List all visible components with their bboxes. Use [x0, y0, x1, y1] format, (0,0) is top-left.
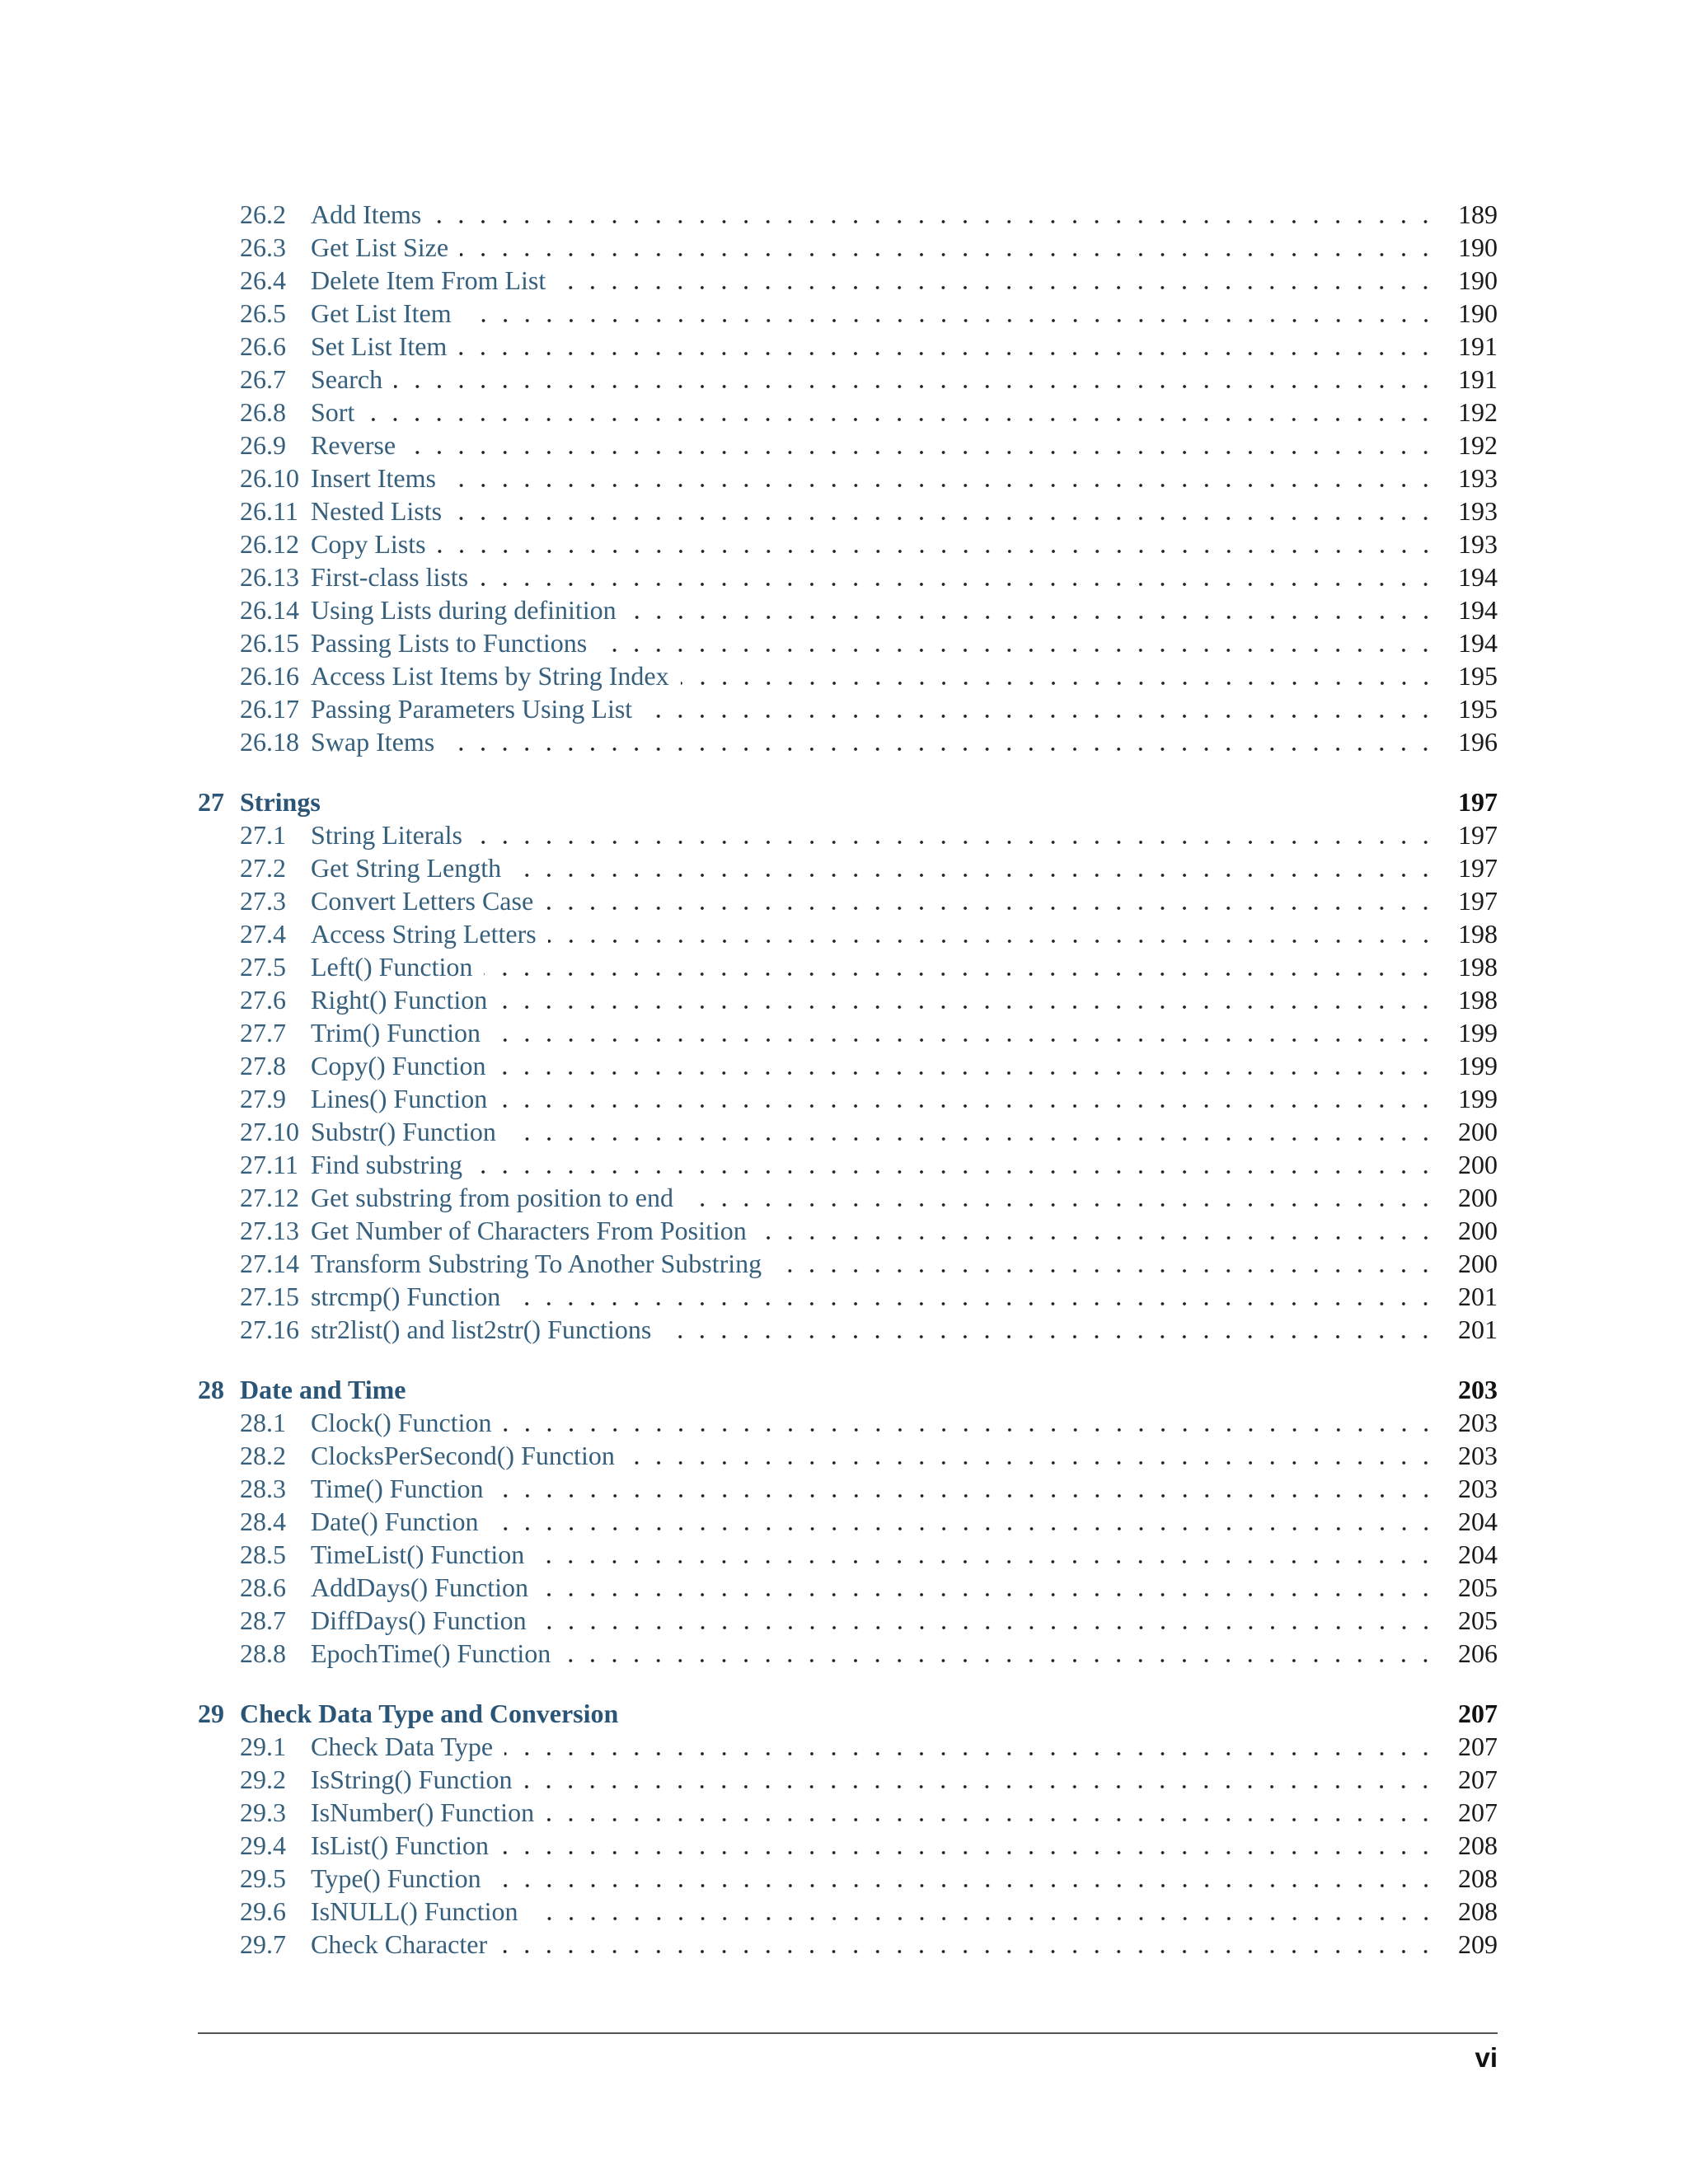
toc-entry[interactable] [198, 264, 1498, 297]
toc-page-number: 205 [1458, 1572, 1498, 1602]
toc-title[interactable]: Substr() Function [311, 1117, 496, 1146]
toc-number: 28.7 [240, 1605, 286, 1635]
toc-number: 27.12 [240, 1183, 299, 1212]
toc-number: 26.2 [240, 199, 286, 229]
toc-entry[interactable] [198, 330, 1498, 363]
toc-title[interactable]: Trim() Function [311, 1018, 481, 1047]
toc-entry[interactable] [198, 1763, 1498, 1796]
toc-page-number: 204 [1458, 1540, 1498, 1569]
toc-page-number: 199 [1458, 1084, 1498, 1113]
toc-entry[interactable] [198, 1214, 1498, 1247]
toc-number: 26.15 [240, 628, 299, 658]
toc-number: 27.7 [240, 1018, 286, 1047]
dot-leader [499, 1928, 1443, 1961]
toc-title[interactable]: Sort [311, 397, 355, 427]
toc-page-number: 200 [1458, 1117, 1498, 1146]
toc-number: 26.17 [240, 694, 299, 724]
toc-page-number: 207 [1458, 1699, 1498, 1728]
toc-entry[interactable] [198, 1538, 1498, 1571]
toc-entry[interactable] [198, 396, 1498, 429]
toc-title[interactable]: Nested Lists [311, 496, 443, 526]
dot-leader [523, 1763, 1443, 1796]
toc-entry[interactable] [198, 659, 1498, 692]
toc-chapter[interactable] [198, 1373, 1498, 1406]
dot-leader [474, 818, 1443, 851]
toc-number: 27.11 [240, 1150, 298, 1179]
toc-number: 29 [198, 1699, 224, 1728]
toc-page-number: 196 [1458, 727, 1498, 757]
dot-leader [453, 494, 1443, 527]
toc-title[interactable]: Transform Substring To Another Substring [311, 1249, 762, 1278]
dot-leader [512, 1280, 1443, 1313]
toc-page-number: 193 [1458, 463, 1498, 493]
toc-number: 29.2 [240, 1765, 286, 1794]
toc-entry[interactable] [198, 1247, 1498, 1280]
dot-leader [493, 1862, 1443, 1895]
dot-leader [474, 1148, 1443, 1181]
toc-entry[interactable] [198, 626, 1498, 659]
toc-page-number: 191 [1458, 331, 1498, 361]
toc-page-number: 205 [1458, 1605, 1498, 1635]
toc-number: 26.12 [240, 529, 299, 559]
toc-page-number: 197 [1458, 886, 1498, 916]
toc-title[interactable]: Swap Items [311, 727, 435, 757]
toc-page-number: 203 [1458, 1408, 1498, 1437]
toc-title[interactable]: strcmp() Function [311, 1282, 501, 1311]
toc-page-number: 208 [1458, 1896, 1498, 1926]
toc-number: 27.10 [240, 1117, 299, 1146]
toc-page-number: 206 [1458, 1638, 1498, 1668]
dot-leader [663, 1313, 1443, 1346]
toc-page-number: 200 [1458, 1216, 1498, 1245]
toc-title[interactable]: Add Items [311, 199, 422, 229]
toc-page-number: 189 [1458, 199, 1498, 229]
footer-rule [198, 2032, 1498, 2034]
dot-leader [490, 1505, 1444, 1538]
toc-title[interactable]: Get Number of Characters From Position [311, 1216, 747, 1245]
toc-number: 27.8 [240, 1051, 286, 1080]
toc-title[interactable]: Left() Function [311, 952, 473, 982]
dot-leader [504, 1730, 1443, 1763]
toc-title[interactable]: IsNULL() Function [311, 1896, 518, 1926]
toc-title[interactable]: Convert Letters Case [311, 886, 534, 916]
toc-page-number: 207 [1458, 1765, 1498, 1794]
toc-title[interactable]: Clock() Function [311, 1408, 492, 1437]
toc-entry[interactable] [198, 1796, 1498, 1829]
toc-entry[interactable] [198, 297, 1498, 330]
toc-chapter[interactable] [198, 785, 1498, 818]
toc-number: 29.1 [240, 1732, 286, 1761]
toc-entry[interactable] [198, 1148, 1498, 1181]
toc-title[interactable]: Copy Lists [311, 529, 426, 559]
toc-page-number: 203 [1458, 1441, 1498, 1470]
toc-entry[interactable] [198, 983, 1498, 1016]
toc-page-number: 192 [1458, 430, 1498, 460]
toc-page-number: 195 [1458, 661, 1498, 691]
toc-entry[interactable] [198, 462, 1498, 494]
dot-leader [394, 363, 1443, 396]
toc-title[interactable]: Search [311, 364, 383, 394]
toc-number: 27.16 [240, 1315, 299, 1344]
toc-entry[interactable] [198, 1604, 1498, 1637]
toc-number: 26.6 [240, 331, 286, 361]
toc-number: 29.7 [240, 1929, 286, 1959]
toc-page-number: 201 [1458, 1315, 1498, 1344]
toc-number: 26.10 [240, 463, 299, 493]
dot-leader [513, 851, 1443, 884]
toc-title[interactable]: Type() Function [311, 1863, 481, 1893]
toc-entry[interactable] [198, 1406, 1498, 1439]
toc-title[interactable]: First-class lists [311, 562, 469, 592]
toc-title[interactable]: AddDays() Function [311, 1572, 528, 1602]
dot-leader [557, 264, 1443, 297]
toc-entry[interactable] [198, 1862, 1498, 1895]
toc-page-number: 194 [1458, 595, 1498, 625]
dot-leader [438, 527, 1443, 560]
dot-leader [545, 884, 1443, 917]
toc-page-number: 208 [1458, 1863, 1498, 1893]
toc-entry[interactable] [198, 818, 1498, 851]
toc-entry[interactable] [198, 1637, 1498, 1670]
dot-leader [480, 560, 1443, 593]
toc-number: 27.9 [240, 1084, 286, 1113]
dot-leader [540, 1571, 1443, 1604]
toc-number: 27.15 [240, 1282, 299, 1311]
toc-entry[interactable] [198, 1505, 1498, 1538]
toc-number: 28 [198, 1375, 224, 1404]
toc-page-number: 201 [1458, 1282, 1498, 1311]
dot-leader [548, 917, 1443, 950]
toc-entry[interactable] [198, 1472, 1498, 1505]
toc-title[interactable]: DiffDays() Function [311, 1605, 527, 1635]
dot-leader [504, 1406, 1443, 1439]
dot-leader [598, 626, 1443, 659]
toc-page-number: 191 [1458, 364, 1498, 394]
toc-title[interactable]: Passing Parameters Using List [311, 694, 633, 724]
toc-number: 28.4 [240, 1507, 286, 1536]
toc-number: 26.18 [240, 727, 299, 757]
toc-entry[interactable] [198, 1082, 1498, 1115]
toc-page-number: 190 [1458, 232, 1498, 262]
toc-entry[interactable] [198, 1928, 1498, 1961]
toc-page-number: 190 [1458, 265, 1498, 295]
toc-page-number: 209 [1458, 1929, 1498, 1959]
toc-title[interactable]: Get List Item [311, 298, 452, 328]
toc-title[interactable]: Insert Items [311, 463, 436, 493]
toc-number: 27.5 [240, 952, 286, 982]
toc-title[interactable]: Time() Function [311, 1474, 484, 1503]
toc-page-number: 200 [1458, 1150, 1498, 1179]
toc-entry[interactable] [198, 1439, 1498, 1472]
toc-title[interactable]: IsString() Function [311, 1765, 513, 1794]
toc-entry[interactable] [198, 1313, 1498, 1346]
toc-entry[interactable] [198, 363, 1498, 396]
dot-leader [626, 1439, 1443, 1472]
toc-page-number: 203 [1458, 1375, 1498, 1404]
toc-entry[interactable] [198, 494, 1498, 527]
dot-leader [492, 1016, 1443, 1049]
toc-number: 28.5 [240, 1540, 286, 1569]
toc-number: 26.11 [240, 496, 298, 526]
dot-leader [499, 983, 1443, 1016]
toc-title[interactable]: Get List Size [311, 232, 449, 262]
toc-page-number: 193 [1458, 529, 1498, 559]
toc-title[interactable]: Check Data Type [311, 1732, 494, 1761]
toc-page-number: 197 [1458, 820, 1498, 850]
toc-page-number: 198 [1458, 985, 1498, 1015]
toc-page-number: 197 [1458, 853, 1498, 883]
toc-number: 26.8 [240, 397, 286, 427]
toc-entry[interactable] [198, 725, 1498, 758]
toc-page-number: 204 [1458, 1507, 1498, 1536]
dot-leader [458, 330, 1443, 363]
dot-leader [484, 950, 1443, 983]
toc-title[interactable]: Check Character [311, 1929, 488, 1959]
toc-number: 29.3 [240, 1797, 286, 1827]
toc-title[interactable]: Reverse [311, 430, 396, 460]
toc-title[interactable]: Set List Item [311, 331, 448, 361]
dot-leader [499, 1082, 1443, 1115]
dot-leader [628, 593, 1443, 626]
toc-entry[interactable] [198, 1571, 1498, 1604]
toc-number: 27.6 [240, 985, 286, 1015]
dot-leader [366, 396, 1443, 429]
toc-number: 29.4 [240, 1830, 286, 1860]
toc-number: 28.1 [240, 1408, 286, 1437]
dot-leader [448, 462, 1443, 494]
toc-title[interactable]: Get substring from position to end [311, 1183, 673, 1212]
toc-entry[interactable] [198, 198, 1498, 231]
toc-title[interactable]: Access String Letters [311, 919, 537, 949]
toc-entry[interactable] [198, 231, 1498, 264]
toc-page-number: 198 [1458, 919, 1498, 949]
toc-title[interactable]: Access List Items by String Index [311, 661, 669, 691]
dot-leader [497, 1049, 1443, 1082]
toc-title[interactable]: ClocksPerSecond() Function [311, 1441, 615, 1470]
toc-number: 28.2 [240, 1441, 286, 1470]
toc-entry[interactable] [198, 950, 1498, 983]
toc-number: 27.3 [240, 886, 286, 916]
toc-entry[interactable] [198, 1730, 1498, 1763]
toc-title[interactable]: EpochTime() Function [311, 1638, 551, 1668]
dot-leader [495, 1472, 1444, 1505]
toc-title[interactable]: Get String Length [311, 853, 502, 883]
toc-entry[interactable] [198, 593, 1498, 626]
toc-page-number: 195 [1458, 694, 1498, 724]
toc-number: 26.16 [240, 661, 299, 691]
toc-page-number: 194 [1458, 562, 1498, 592]
toc-title[interactable]: Right() Function [311, 985, 488, 1015]
toc-title[interactable]: Date and Time [240, 1375, 406, 1404]
toc-number: 26.13 [240, 562, 299, 592]
toc-entry[interactable] [198, 1049, 1498, 1082]
toc-page-number: 207 [1458, 1797, 1498, 1827]
toc-entry[interactable] [198, 917, 1498, 950]
toc-entry[interactable] [198, 1115, 1498, 1148]
dot-leader [536, 1538, 1443, 1571]
dot-leader [407, 429, 1443, 462]
toc-number: 27.4 [240, 919, 286, 949]
dot-leader [463, 297, 1443, 330]
toc-title[interactable]: TimeList() Function [311, 1540, 525, 1569]
dot-leader [681, 659, 1443, 692]
toc-number: 27.2 [240, 853, 286, 883]
toc-title[interactable]: Date() Function [311, 1507, 479, 1536]
toc-page-number: 199 [1458, 1018, 1498, 1047]
toc-page-number: 190 [1458, 298, 1498, 328]
toc-number: 28.8 [240, 1638, 286, 1668]
toc-entry[interactable] [198, 1016, 1498, 1049]
toc-number: 26.4 [240, 265, 286, 295]
toc-page-number: 207 [1458, 1732, 1498, 1761]
dot-leader [538, 1604, 1443, 1637]
toc-entry[interactable] [198, 560, 1498, 593]
toc-number: 26.3 [240, 232, 286, 262]
dot-leader [644, 692, 1443, 725]
toc-title[interactable]: String Literals [311, 820, 462, 850]
toc-page-number: 199 [1458, 1051, 1498, 1080]
toc-entry[interactable] [198, 851, 1498, 884]
toc-number: 26.9 [240, 430, 286, 460]
toc-title[interactable]: str2list() and list2str() Functions [311, 1315, 652, 1344]
page-number: vi [1475, 2042, 1498, 2073]
dot-leader [685, 1181, 1443, 1214]
toc-page-number: 193 [1458, 496, 1498, 526]
toc-title[interactable]: Using Lists during definition [311, 595, 617, 625]
toc-page-number: 197 [1458, 787, 1498, 817]
toc-page-number: 200 [1458, 1183, 1498, 1212]
dot-leader [500, 1829, 1443, 1862]
toc-number: 26.14 [240, 595, 299, 625]
toc-number: 28.6 [240, 1572, 286, 1602]
dot-leader [508, 1115, 1443, 1148]
toc-page-number: 194 [1458, 628, 1498, 658]
toc-number: 27 [198, 787, 224, 817]
toc-title[interactable]: Copy() Function [311, 1051, 486, 1080]
toc-entry[interactable] [198, 1280, 1498, 1313]
toc-entry[interactable] [198, 1895, 1498, 1928]
dot-leader [530, 1895, 1443, 1928]
toc-page-number: 200 [1458, 1249, 1498, 1278]
toc-number: 27.1 [240, 820, 286, 850]
toc-title[interactable]: IsList() Function [311, 1830, 489, 1860]
toc-title[interactable]: Passing Lists to Functions [311, 628, 588, 658]
toc-number: 26.5 [240, 298, 286, 328]
toc-title[interactable]: Check Data Type and Conversion [240, 1699, 619, 1728]
dot-leader [446, 725, 1443, 758]
toc-number: 29.6 [240, 1896, 286, 1926]
toc-entry[interactable] [198, 692, 1498, 725]
toc-title[interactable]: Lines() Function [311, 1084, 488, 1113]
toc-page-number: 208 [1458, 1830, 1498, 1860]
toc-title[interactable]: Delete Item From List [311, 265, 546, 295]
toc-title[interactable]: Strings [240, 787, 321, 817]
toc-entry[interactable] [198, 884, 1498, 917]
toc-entry[interactable] [198, 429, 1498, 462]
dot-leader [460, 231, 1443, 264]
toc-number: 29.5 [240, 1863, 286, 1893]
toc-page-number: 198 [1458, 952, 1498, 982]
toc-entry[interactable] [198, 1181, 1498, 1214]
toc-entry[interactable] [198, 527, 1498, 560]
toc-number: 26.7 [240, 364, 286, 394]
toc-title[interactable]: Find substring [311, 1150, 463, 1179]
toc-number: 27.13 [240, 1216, 299, 1245]
toc-title[interactable]: IsNumber() Function [311, 1797, 535, 1827]
dot-leader [773, 1247, 1443, 1280]
toc-number: 27.14 [240, 1249, 299, 1278]
toc-number: 28.3 [240, 1474, 286, 1503]
toc-entry[interactable] [198, 1829, 1498, 1862]
table-of-contents [198, 198, 1498, 1961]
toc-page-number: 192 [1458, 397, 1498, 427]
dot-leader [546, 1796, 1443, 1829]
toc-page-number: 203 [1458, 1474, 1498, 1503]
toc-chapter[interactable] [198, 1697, 1498, 1730]
dot-leader [433, 198, 1443, 231]
dot-leader [562, 1637, 1443, 1670]
dot-leader [758, 1214, 1443, 1247]
